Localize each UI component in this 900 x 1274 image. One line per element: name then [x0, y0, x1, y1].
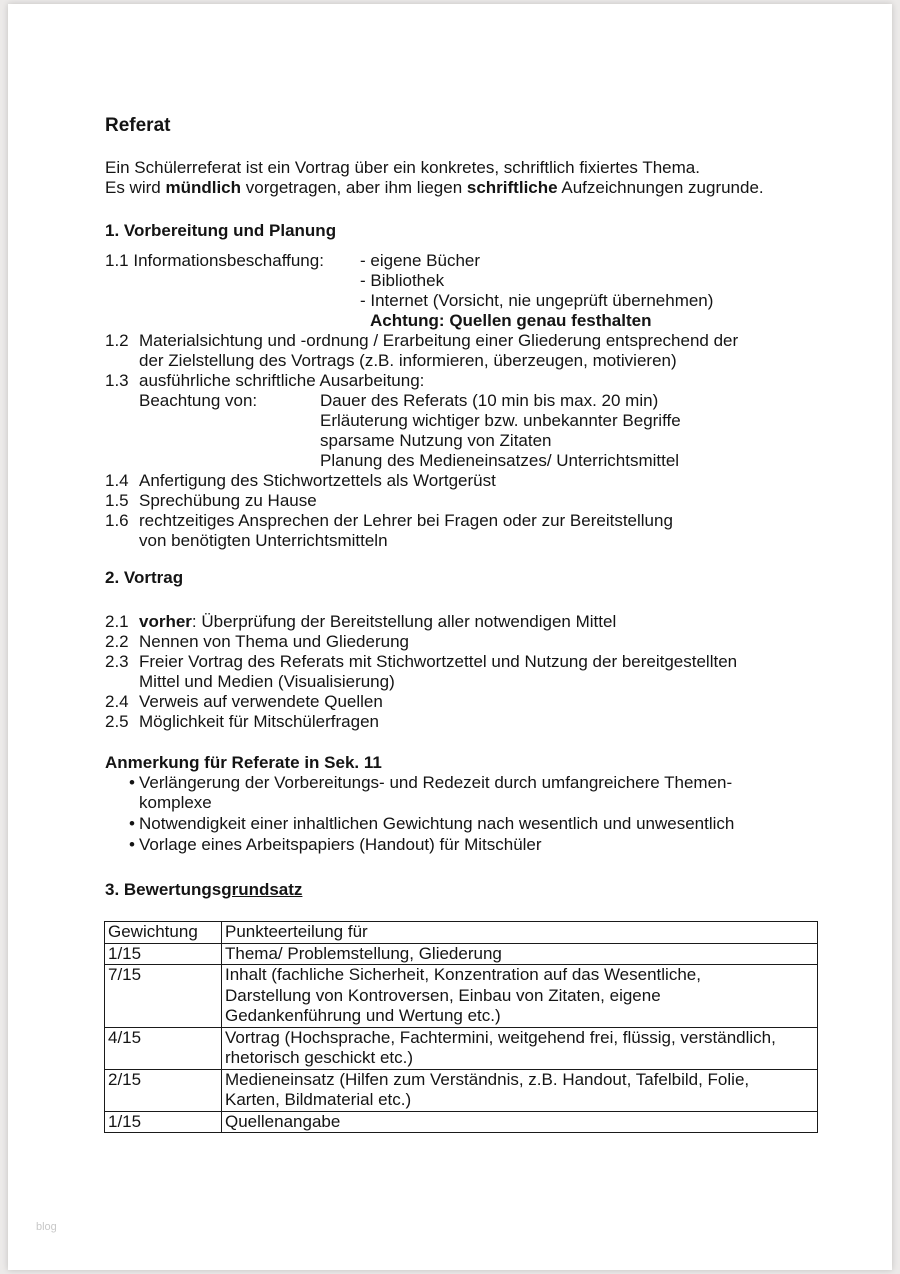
page-title: Referat: [105, 115, 171, 136]
table-row: [105, 965, 818, 1028]
criteria-cell: Thema/ Problemstellung, Gliederung: [222, 943, 818, 965]
item-2-4-text: Verweis auf verwendete Quellen: [139, 692, 383, 711]
watermark: blog: [36, 1221, 57, 1233]
item-1-4-text: Anfertigung des Stichwortzettels als Wortgerüst: [139, 471, 496, 490]
note-bullet-2: • Notwendigkeit einer inhaltlichen Gewichtung nach wesentlich und unwesentlich: [129, 814, 735, 833]
item-1-1-source: - eigene Bücher: [360, 251, 481, 270]
section-3-heading: 3. Bewertungsgrundsatz: [105, 880, 303, 899]
item-1-6-text-cont: von benötigten Unterrichtsmitteln: [139, 531, 388, 550]
item-2-3-text: Freier Vortrag des Referats mit Stichwortzettel und Nutzung der bereitgestellten: [139, 652, 738, 671]
note-bullet-1-cont: komplexe: [139, 793, 212, 812]
item-1-2-number: 1.2: [105, 331, 129, 350]
item-2-3-text-cont: Mittel und Medien (Visualisierung): [139, 672, 395, 691]
section-1-heading: 1. Vorbereitung und Planung: [105, 221, 337, 240]
item-2-4-number: 2.4: [105, 692, 129, 711]
item-1-5-number: 1.5: [105, 491, 129, 510]
intro-line-1: Ein Schülerreferat ist ein Vortrag über ein konkretes, schriftlich fixiertes Thema.: [105, 158, 700, 177]
item-2-1-number: 2.1: [105, 612, 129, 631]
item-1-3-point: Erläuterung wichtiger bzw. unbekannter Begriffe: [320, 411, 681, 430]
item-1-3-point: sparsame Nutzung von Zitaten: [320, 431, 552, 450]
criteria-cell: Vortrag (Hochsprache, Fachtermini, weitgehend frei, flüssig, verständlich, rhetorisch geschickt etc.): [222, 1027, 818, 1069]
note-heading: Anmerkung für Referate in Sek. 11: [105, 753, 382, 772]
table-header-cell: Gewichtung: [105, 922, 222, 944]
item-1-3-point: Dauer des Referats (10 min bis max. 20 min): [320, 391, 659, 410]
weight-cell: 7/15: [105, 965, 222, 1028]
item-1-6-number: 1.6: [105, 511, 129, 530]
note-bullet-1: • Verlängerung der Vorbereitungs- und Redezeit durch umfangreichere Themen-: [129, 773, 733, 792]
bullet-icon: •: [129, 835, 135, 854]
item-1-3-label: Beachtung von:: [139, 391, 258, 410]
weight-cell: 4/15: [105, 1027, 222, 1069]
grading-table: [104, 921, 818, 1133]
item-2-2-text: Nennen von Thema und Gliederung: [139, 632, 409, 651]
item-1-3-point: Planung des Medieneinsatzes/ Unterrichtsmittel: [320, 451, 680, 470]
item-1-1-label: 1.1 Informationsbeschaffung:: [105, 251, 324, 270]
item-1-1-source: - Bibliothek: [360, 271, 445, 290]
item-1-2-text-cont: der Zielstellung des Vortrags (z.B. informieren, überzeugen, motivieren): [139, 351, 677, 370]
table-header-cell: Punkteerteilung für: [222, 922, 818, 944]
item-1-1-source: - Internet (Vorsicht, nie ungeprüft übernehmen): [360, 291, 714, 310]
section-2-heading: 2. Vortrag: [105, 568, 184, 587]
item-2-2-number: 2.2: [105, 632, 129, 651]
intro-line-2: Es wird mündlich vorgetragen, aber ihm liegen schriftliche Aufzeichnungen zugrunde.: [105, 178, 764, 197]
item-2-1-text: vorher: Überprüfung der Bereitstellung aller notwendigen Mittel: [139, 612, 617, 631]
table-row: [105, 1069, 818, 1111]
item-2-5-text: Möglichkeit für Mitschülerfragen: [139, 712, 379, 731]
item-2-5-number: 2.5: [105, 712, 129, 731]
table-row: [105, 943, 818, 965]
bullet-icon: •: [129, 814, 135, 833]
bullet-icon: •: [129, 773, 135, 792]
item-1-3-text: ausführliche schriftliche Ausarbeitung:: [139, 371, 425, 390]
item-1-3-number: 1.3: [105, 371, 129, 390]
criteria-cell: Inhalt (fachliche Sicherheit, Konzentration auf das Wesentliche, Darstellung von Kontroversen, Einbau von Zitaten, eigene Gedankenführung und Wertung etc.): [222, 965, 818, 1028]
item-1-6-text: rechtzeitiges Ansprechen der Lehrer bei Fragen oder zur Bereitstellung: [139, 511, 673, 530]
criteria-cell: Medieneinsatz (Hilfen zum Verständnis, z.B. Handout, Tafelbild, Folie, Karten, Bildmaterial etc.): [222, 1069, 818, 1111]
item-1-4-number: 1.4: [105, 471, 129, 490]
weight-cell: 2/15: [105, 1069, 222, 1111]
item-1-5-text: Sprechübung zu Hause: [139, 491, 317, 510]
table-row: [105, 1027, 818, 1069]
table-header-row: [105, 922, 818, 944]
weight-cell: 1/15: [105, 1111, 222, 1133]
note-bullet-3: • Vorlage eines Arbeitspapiers (Handout) für Mitschüler: [129, 835, 542, 854]
weight-cell: 1/15: [105, 943, 222, 965]
criteria-cell: Quellenangabe: [222, 1111, 818, 1133]
item-1-2-text: Materialsichtung und -ordnung / Erarbeitung einer Gliederung entsprechend der: [139, 331, 739, 350]
item-2-3-number: 2.3: [105, 652, 129, 671]
table-row: [105, 1111, 818, 1133]
item-1-1-note: Achtung: Quellen genau festhalten: [370, 311, 652, 330]
